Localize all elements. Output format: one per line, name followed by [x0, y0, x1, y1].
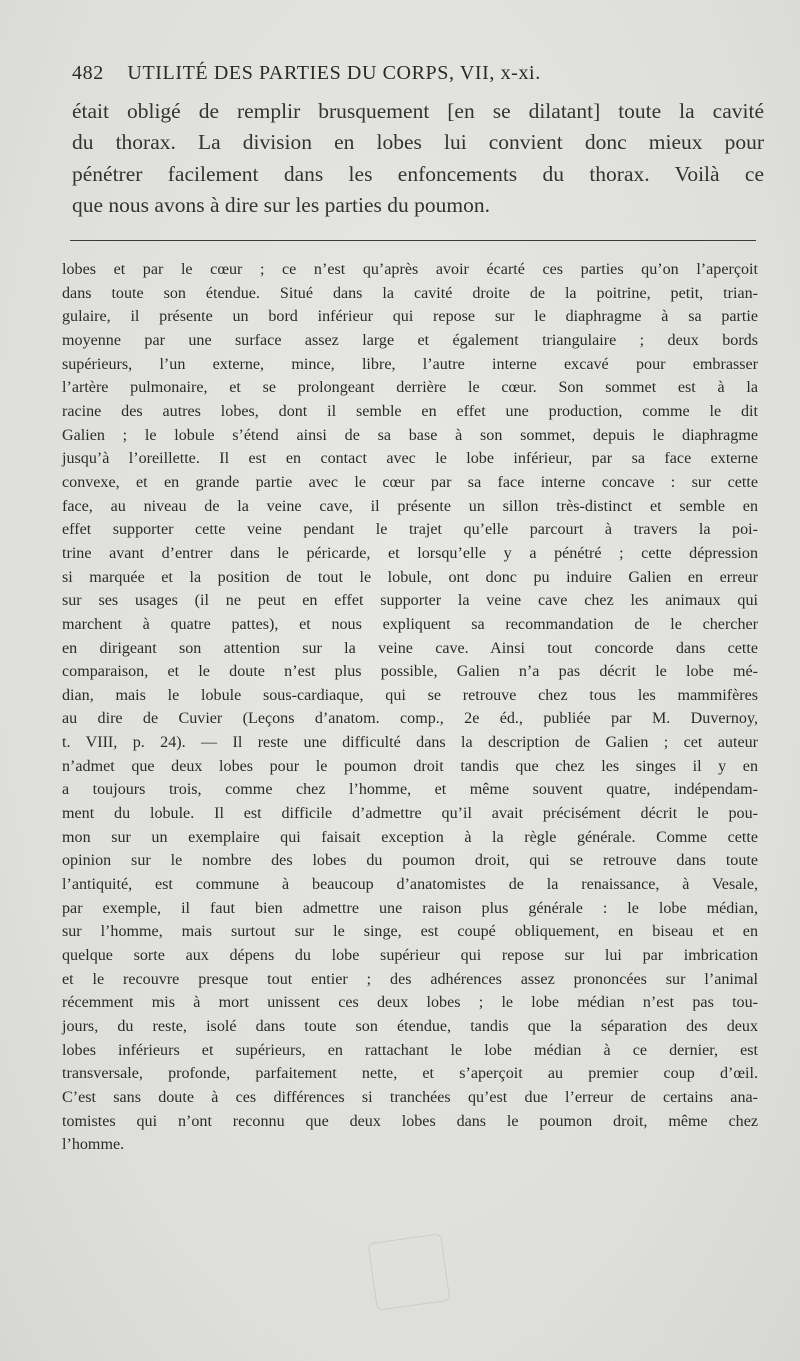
footnote-line: mon sur un exemplaire qui faisait exception à la règle générale. Comme cette — [62, 828, 758, 846]
footnote-line: trine avant d’entrer dans le péricarde, et lorsqu’elle y a pénétré ; cette dépression — [62, 544, 758, 562]
footnote-line: a toujours trois, comme chez l’homme, et même souvent quatre, indépendam- — [62, 781, 758, 799]
footnote-line: récemment mis à mort unissent ces deux lobes ; le lobe médian n’est pas tou- — [62, 994, 758, 1012]
footnote-line: si marquée et la position de tout le lobule, ont donc pu induire Galien en erreur — [62, 568, 758, 586]
footnote-line: l’homme. — [62, 1136, 125, 1154]
footnote-block — [62, 258, 758, 1157]
main-text-line: du thorax. La division en lobes lui convient donc mieux pour — [72, 130, 764, 155]
running-header — [72, 62, 732, 85]
footnote-line: n’admet que deux lobes pour le poumon droit tandis que chez les singes il y en — [62, 757, 758, 775]
footnote-line: sur ses usages (il ne peut en effet supporter la veine cave chez les animaux qui — [62, 592, 758, 610]
footnote-line: effet supporter cette veine pendant le trajet qu’elle parcourt à travers la poi- — [62, 521, 758, 539]
footnote-line: jusqu’à l’oreillette. Il est en contact avec le lobe inférieur, par sa face externe — [62, 450, 758, 468]
footnote-line: transversale, profonde, parfaitement nette, et s’aperçoit au premier coup d’œil. — [62, 1065, 758, 1083]
main-text-line: pénétrer facilement dans les enfoncements du thorax. Voilà ce — [72, 161, 764, 186]
footnote-line: quelque sorte aux dépens du lobe supérieur qui repose sur lui par imbrication — [62, 947, 758, 965]
footnote-line: dans toute son étendue. Situé dans la cavité droite de la poitrine, petit, trian- — [62, 284, 758, 302]
page-number: 482 — [72, 62, 104, 84]
footnote-separator-rule — [70, 240, 756, 241]
main-text-line: était obligé de remplir brusquement [en se dilatant] toute la cavité — [72, 99, 764, 123]
footnote-line: face, au niveau de la veine cave, il présente un sillon très-distinct et semble en — [62, 497, 758, 515]
footnote-line: gulaire, il présente un bord inférieur qui repose sur le diaphragme à sa partie — [62, 308, 758, 326]
footnote-line: moyenne par une surface assez large et également triangulaire ; deux bords — [62, 331, 758, 349]
footnote-line: l’antiquité, est commune à beaucoup d’anatomistes de la renaissance, à Vesale, — [62, 876, 758, 894]
running-title: UTILITÉ DES PARTIES DU CORPS, VII, x-xi. — [127, 62, 541, 84]
main-text-line: que nous avons à dire sur les parties du poumon. — [72, 192, 490, 217]
footnote-line: et le recouvre presque tout entier ; des adhérences assez prononcées sur l’animal — [62, 970, 758, 988]
footnote-line: l’artère pulmonaire, et se prolongeant derrière le cœur. Son sommet est à la — [62, 379, 758, 397]
footnote-line: marchent à quatre pattes), et nous expliquent sa recommandation de le chercher — [62, 615, 758, 633]
footnote-line: supérieurs, l’un externe, mince, libre, l’autre interne excavé pour embrasser — [62, 355, 758, 373]
footnote-line: convexe, et en grande partie avec le cœur par sa face interne concave : sur cette — [62, 473, 758, 491]
footnote-line: en dirigeant son attention sur la veine cave. Ainsi tout concorde dans cette — [62, 639, 758, 657]
footnote-line: lobes et par le cœur ; ce n’est qu’après avoir écarté ces parties qu’on l’aperçoit — [62, 261, 758, 278]
footnote-line: Galien ; le lobule s’étend ainsi de sa base à son sommet, depuis le diaphragme — [62, 426, 758, 444]
footnote-line: sur l’homme, mais surtout sur le singe, est coupé obliquement, en biseau et en — [62, 923, 758, 941]
footnote-line: t. VIII, p. 24). — Il reste une difficulté dans la description de Galien ; cet auteur — [62, 734, 758, 752]
footnote-line: tomistes qui n’ont reconnu que deux lobes dans le poumon droit, même chez — [62, 1112, 758, 1130]
footnote-line: racine des autres lobes, dont il semble en effet une production, comme le dit — [62, 402, 758, 420]
footnote-line: ment du lobule. Il est difficile d’admettre qu’il avait précisément décrit le pou- — [62, 805, 758, 823]
footnote-line: C’est sans doute à ces différences si tranchées qu’est due l’erreur de certains ana- — [62, 1088, 758, 1106]
footnote-line: dian, mais le lobule sous-cardiaque, qui se retrouve chez tous les mammifères — [62, 686, 758, 704]
footnote-line: au dire de Cuvier (Leçons d’anatom. comp., 2e éd., publiée par M. Duvernoy, — [62, 710, 758, 728]
footnote-line: lobes inférieurs et supérieurs, en rattachant le lobe médian à ce dernier, est — [62, 1041, 758, 1059]
footnote-line: jours, du reste, isolé dans toute son étendue, tandis que la séparation des deux — [62, 1018, 758, 1035]
main-text — [72, 96, 764, 221]
footnote-line: opinion sur le nombre des lobes du poumon droit, qui se retrouve dans toute — [62, 852, 758, 870]
faded-library-stamp — [368, 1233, 451, 1311]
footnote-line: comparaison, et le doute n’est plus possible, Galien n’a pas décrit le lobe mé- — [62, 663, 758, 681]
footnote-line: par exemple, il faut bien admettre une raison plus générale : le lobe médian, — [62, 899, 758, 917]
